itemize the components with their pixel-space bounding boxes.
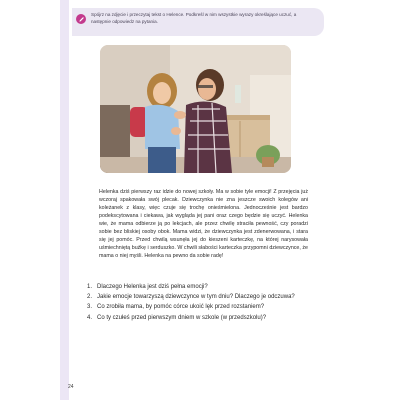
question-text: Co zrobiła mama, by pomóc córce ukoić lęk przed rozstaniem?: [97, 304, 265, 311]
pencil-icon: [76, 14, 86, 24]
question-number: 3.: [87, 304, 93, 311]
page-number: 24: [68, 384, 74, 390]
question-text: Co ty czułeś przed pierwszym dniem w szkole (w przedszkolu)?: [97, 314, 267, 321]
question-text: Dlaczego Helenka jest dziś pełna emocji?: [97, 284, 208, 290]
question-number: 4.: [87, 314, 93, 321]
instruction-banner: [72, 8, 324, 36]
question-list: [87, 283, 312, 324]
side-stripe: [60, 0, 69, 400]
list-item: [87, 314, 312, 322]
list-item: [87, 303, 312, 311]
list-item: [87, 293, 312, 301]
story-paragraph: Helenka dziś pierwszy raz idzie do nowej szkoły. Ma w sobie tyle emocji! Z przejęcia już wczoraj spakowała swój plecak. Dziewczynka nie zna jeszcze swoich kolegów ani koleżanek z klasy, więc czuje się trochę onieśmielona. Jednocześnie jest bardzo podekscytowana i ciekawa, jak wygląda jej pani oraz czego będzie się uczyć. Helenka wie, że mama odbierze ją po lekcjach, ale przez chwilę straciła pewność, czy poradzi sobie bez bliskiej osoby obok. Mama widzi, że dziewczynka jest zdenerwowana, i stara się jej pomóc. Przed chwilą wsunęła jej do kieszeni karteczkę, na której narysowała uśmiechniętą buźkę i serduszko. W chwili słabości karteczka przypomni dziewczynce, że mama o niej myśli. Helenka na pewno da sobie radę!: [99, 189, 308, 260]
question-number: 1.: [87, 284, 93, 290]
instruction-text: Spójrz na zdjęcie i przeczytaj tekst o Helence. Podkreśl w nim wszystkie wyrazy określające uczuć, a następnie odpowiedz na pytania.: [91, 12, 297, 24]
question-number: 2.: [87, 294, 93, 301]
list-item: [87, 283, 312, 291]
question-text: Jakie emocje towarzyszą dziewczynce w tym dniu? Dlaczego je odczuwa?: [97, 294, 295, 301]
photo-mother-daughter: [100, 45, 291, 173]
